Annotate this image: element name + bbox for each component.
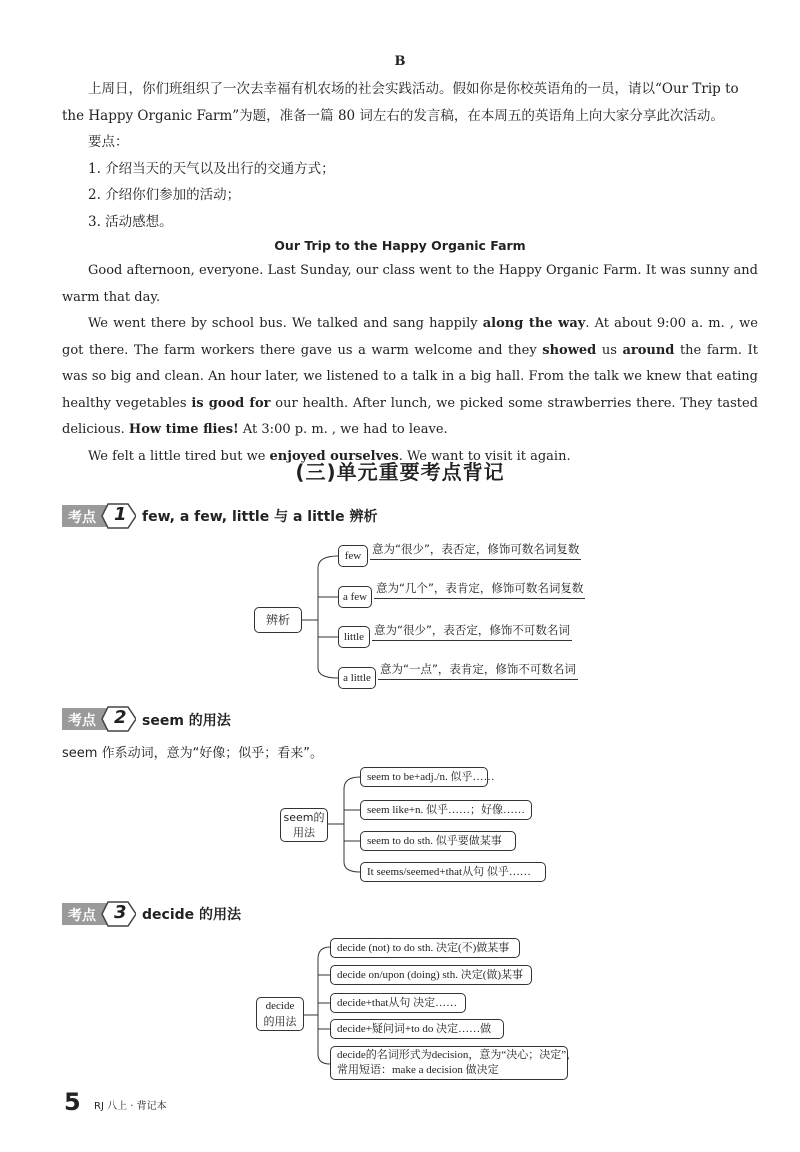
k1-desc-a-little: 意为“一点”，表肯定，修饰不可数名词 [378,661,578,680]
k3-item-5: decide的名词形式为decision，意为“决心；决定”， 常用短语：make a decision 做决定 [330,1046,568,1080]
k3-item-1: decide (not) to do sth. 决定(不)做某事 [330,938,520,958]
k3-root-node: decide 的用法 [256,997,304,1031]
k2-item-3: seem to do sth. 似乎要做某事 [360,831,516,851]
section-b-label: B [394,54,406,69]
kaodian-3-heading: decide 的用法 [142,907,242,923]
badge-number: 1 [114,504,127,525]
prompt-line-2: the Happy Organic Farm”为题，准备一篇 80 词左右的发言稿，在本周五的英语角上向大家分享此次活动。 [62,107,724,124]
k3-item-2: decide on/upon (doing) sth. 决定(做)某事 [330,965,532,985]
badge-number: 2 [114,707,127,728]
badge-label: 考点 [68,510,96,526]
k1-word-a-little: a little [338,667,376,689]
k1-desc-a-few: 意为“几个”，表肯定，修饰可数名词复数 [374,580,585,599]
k1-desc-few: 意为“很少”，表否定，修饰可数名词复数 [370,541,581,560]
point-3: 3. 活动感想。 [88,213,173,230]
points-title: 要点： [88,134,129,150]
essay-title: Our Trip to the Happy Organic Farm [274,238,526,253]
k2-root-node: seem的 用法 [280,808,328,842]
k1-word-little: little [338,626,370,648]
badge-number: 3 [114,902,127,923]
footer-text: RJ 八上 · 背记本 [94,1101,167,1112]
k3-item-4: decide+疑问词+to do 决定……做 [330,1019,504,1039]
essay-paragraph-2: We went there by school bus. We talked and sang happily along the way. At about 9:00 a. m. , we got there. The farm workers there gave us a warm welcome and they showed us around the farm. It was so big and clean. An hour later, we listened to a talk in a big hall. From the talk we knew that eating healthy vegetables is good for our health. After lunch, we picked some strawberries there. They tasted delicious. How time flies! At 3:00 p. m. , we had to leave. [62,316,758,437]
section-3-title: (三)单元重要考点背记 [295,460,505,484]
badge-label: 考点 [68,908,96,924]
prompt-line-1: 上周日，你们班组织了一次去幸福有机农场的社会实践活动。假如你是你校英语角的一员，请以“Our Trip to [88,81,739,97]
kaodian-1-heading: few, a few, little 与 a little 辨析 [142,509,378,525]
k1-desc-little: 意为“很少”，表否定，修饰不可数名词 [372,622,572,641]
k3-item-3: decide+that从句 决定…… [330,993,466,1013]
phrase-showed: showed [542,342,597,358]
k1-root-node: 辨析 [254,607,302,633]
badge-label: 考点 [68,713,96,729]
k2-intro: seem 作系动词，意为“好像；似乎；看来”。 [62,746,324,761]
k2-item-4: It seems/seemed+that从句 似乎…… [360,862,546,882]
phrase-around: around [622,342,675,358]
k2-item-2: seem like+n. 似乎……；好像…… [360,800,532,820]
k1-word-few: few [338,545,368,567]
phrase-is-good-for: is good for [191,395,271,411]
k2-item-1: seem to be+adj./n. 似乎…… [360,767,488,787]
point-1: 1. 介绍当天的天气以及出行的交通方式； [88,160,335,177]
k1-word-a-few: a few [338,586,372,608]
point-2: 2. 介绍你们参加的活动； [88,187,241,203]
essay-paragraph-1: Good afternoon, everyone. Last Sunday, our class went to the Happy Organic Farm. It was sunny and warm that day. [62,263,758,305]
phrase-along-the-way: along the way [482,316,586,331]
page-number: 5 [64,1088,81,1116]
kaodian-2-heading: seem 的用法 [142,713,231,729]
phrase-how-time-flies: How time flies! [128,422,239,437]
phrase-enjoyed-ourselves: enjoyed ourselves [269,448,399,464]
essay-paragraph-3: We felt a little tired but we enjoyed ourselves. We want to visit it again. [88,448,571,464]
